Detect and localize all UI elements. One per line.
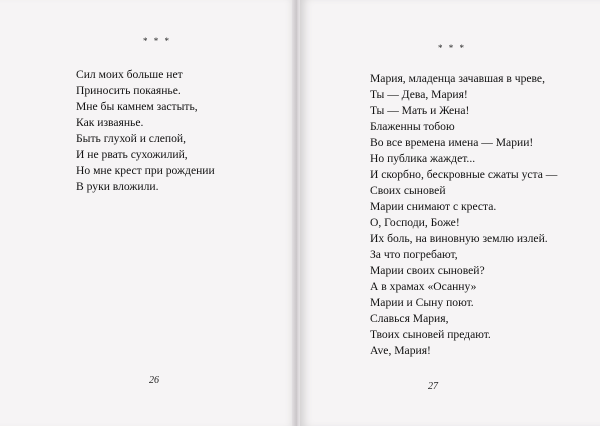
poem-line: И скорбно, бескровные сжаты уста —	[370, 168, 558, 181]
poem-line: За что погребают,	[370, 248, 458, 261]
poem-line: А в храмах «Осанну»	[370, 280, 477, 293]
poem-line: Но публика жаждет...	[370, 152, 476, 165]
left-ornament: * * *	[143, 36, 171, 46]
left-page	[0, 0, 294, 426]
poem-line: Марии своих сыновей?	[370, 264, 485, 277]
poem-line: Во все времена имена — Марии!	[370, 136, 534, 149]
poem-line: В руки вложили.	[76, 180, 159, 193]
poem-line: Ave, Мария!	[370, 344, 431, 357]
poem-line: И не рвать сухожилий,	[76, 148, 188, 161]
poem-line: Ты — Дева, Мария!	[370, 88, 468, 101]
right-poem	[370, 71, 557, 359]
poem-line: Блаженны тобою	[370, 120, 455, 133]
right-ornament: * * *	[438, 43, 466, 53]
poem-line: Марии и Сыну поют.	[370, 296, 474, 309]
right-page-number: 27	[428, 381, 438, 392]
poem-line: Мне бы камнем застыть,	[76, 100, 198, 113]
poem-line: Своих сыновей	[370, 184, 446, 197]
poem-line: Твоих сыновей предают.	[370, 328, 491, 341]
poem-line: Их боль, на виновную землю излей.	[370, 232, 548, 245]
poem-line: Марии снимают с креста.	[370, 200, 497, 213]
left-page-number: 26	[149, 375, 159, 386]
poem-line: Быть глухой и слепой,	[76, 132, 186, 145]
poem-line: О, Господи, Боже!	[370, 216, 460, 229]
poem-line: Приносить покаянье.	[76, 84, 181, 97]
poem-line: Но мне крест при рождении	[76, 164, 215, 177]
left-poem	[76, 67, 215, 195]
poem-line: Мария, младенца зачавшая в чреве,	[370, 72, 545, 85]
poem-line: Сил моих больше нет	[76, 68, 183, 81]
poem-line: Ты — Мать и Жена!	[370, 104, 470, 117]
poem-line: Славься Мария,	[370, 312, 449, 325]
poem-line: Как изваянье.	[76, 116, 144, 129]
